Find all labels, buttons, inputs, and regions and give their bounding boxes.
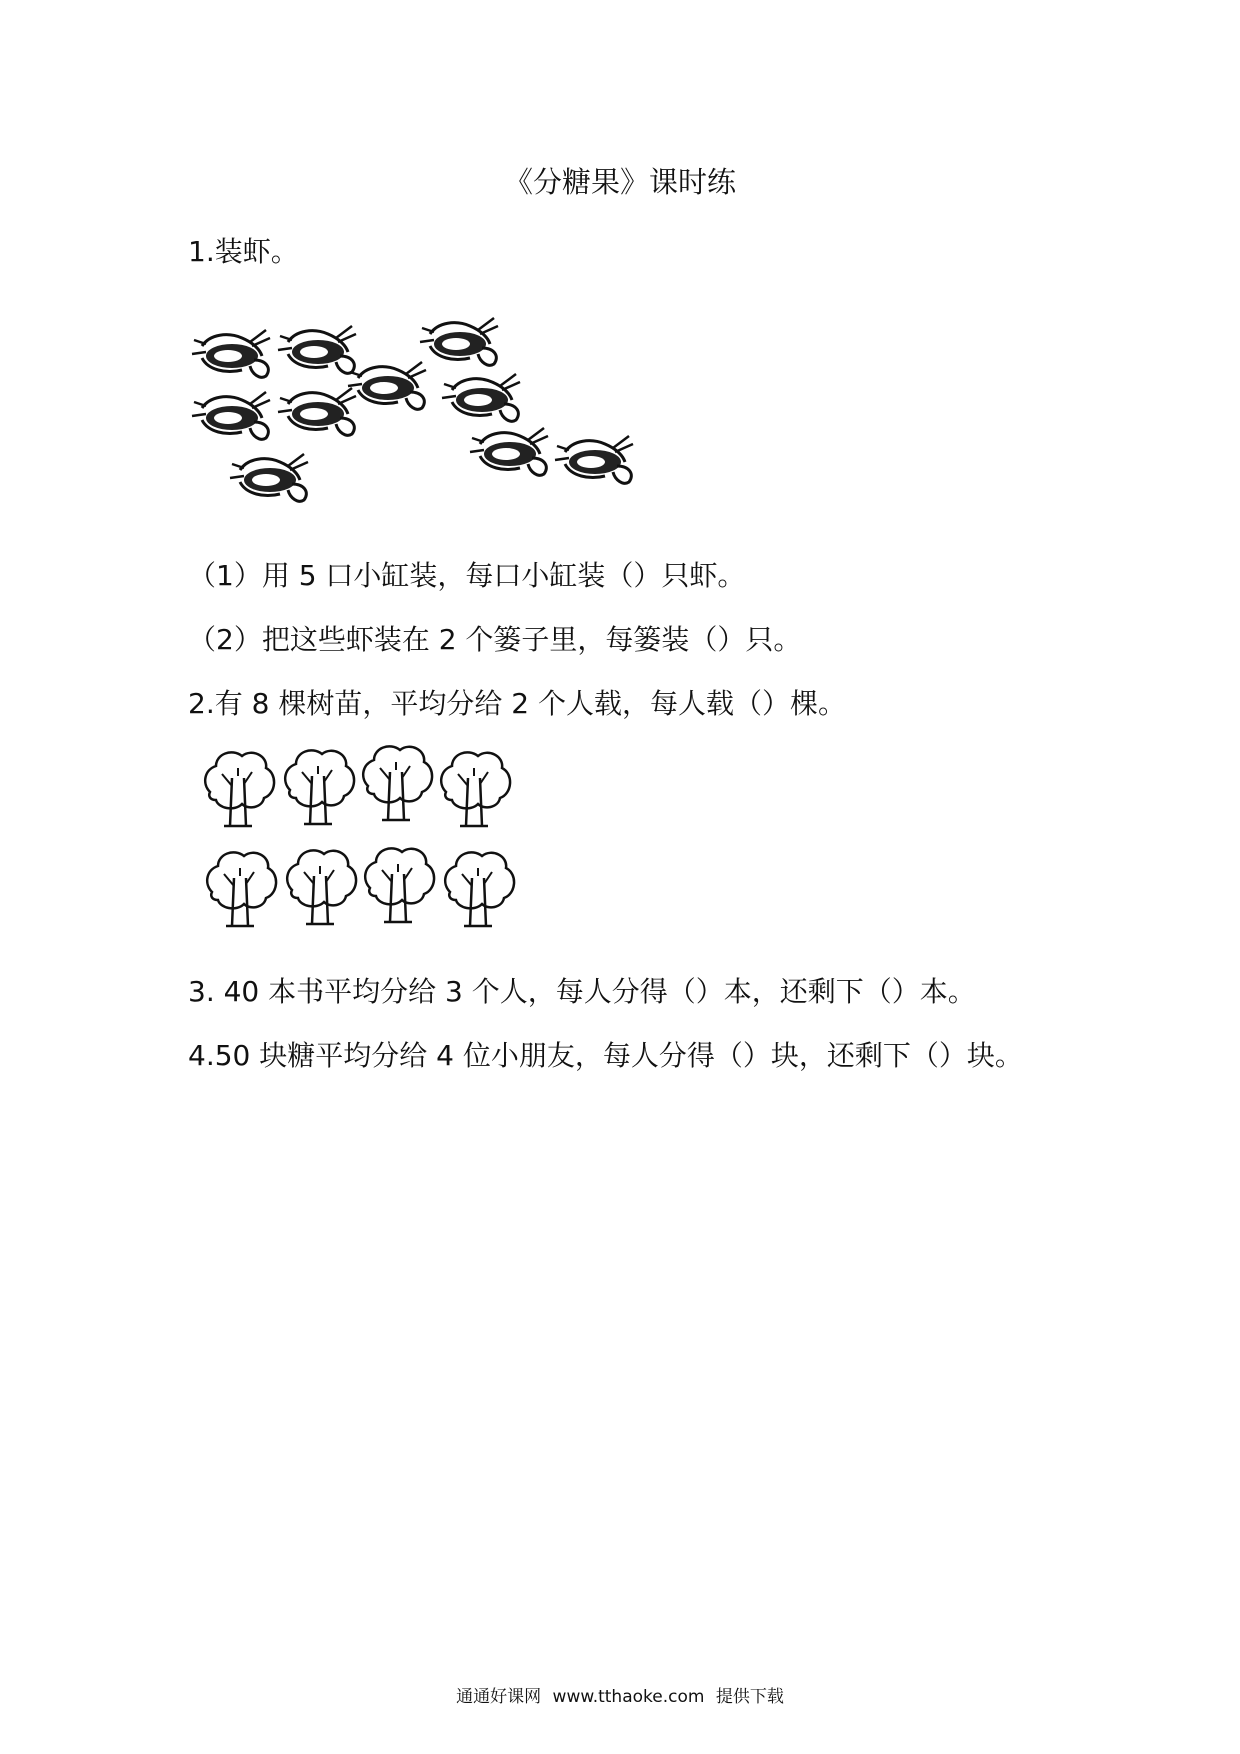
footer-credit: 通通好课网 www.tthaoke.com 提供下载	[456, 1687, 784, 1707]
tree-icon	[207, 852, 276, 926]
tree-icon	[365, 848, 434, 922]
tree-icon	[441, 752, 510, 826]
tree-icon	[445, 852, 514, 926]
question-1-part-1: （1）用 5 口小缸装，每口小缸装（）只虾。	[188, 559, 746, 592]
tree-icon	[205, 752, 274, 826]
tree-icon	[363, 746, 432, 820]
tree-icon	[285, 750, 354, 824]
question-3-text: 3. 40 本书平均分给 3 个人，每人分得（）本，还剩下（）本。	[188, 975, 976, 1008]
question-2-text: 2.有 8 棵树苗，平均分给 2 个人载，每人载（）棵。	[188, 687, 846, 720]
question-1-part-2: （2）把这些虾装在 2 个篓子里，每篓装（）只。	[188, 623, 802, 656]
question-1-heading: 1.装虾。	[188, 235, 299, 268]
page-title: 《分糖果》课时练	[503, 165, 736, 199]
question-4-text: 4.50 块糖平均分给 4 位小朋友，每人分得（）块，还剩下（）块。	[188, 1039, 1023, 1072]
tree-icon	[287, 850, 356, 924]
